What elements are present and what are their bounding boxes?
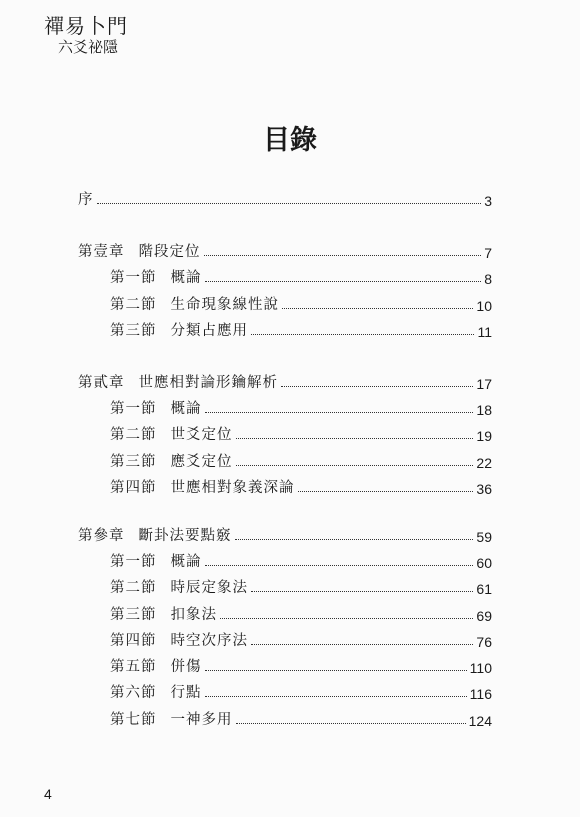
dot-leader xyxy=(251,591,473,592)
toc-entry-number: 第二節 xyxy=(110,297,157,313)
toc-entry-title: 世應相對象義深論 xyxy=(170,480,295,496)
toc-entry-title: 概論 xyxy=(170,401,202,417)
dot-leader xyxy=(205,565,474,566)
toc-page-number: 3 xyxy=(484,193,492,209)
toc-chapter-entry xyxy=(78,237,492,261)
toc-entry-number: 第二節 xyxy=(110,580,157,596)
toc-page-number: 61 xyxy=(476,581,492,597)
book-header xyxy=(44,14,128,56)
series-subtitle: 六爻祕隱 xyxy=(58,38,119,56)
dot-leader xyxy=(97,203,482,204)
toc-entry-number: 第五節 xyxy=(110,659,157,675)
dot-leader xyxy=(205,281,482,282)
toc-entry-number: 第一節 xyxy=(110,554,157,570)
toc-section-entry xyxy=(110,573,492,597)
toc-page-number: 116 xyxy=(469,686,492,702)
toc-chapter-entry xyxy=(78,368,492,392)
dot-leader xyxy=(220,618,473,619)
toc-page-number: 22 xyxy=(476,455,492,471)
toc-page-number: 69 xyxy=(476,608,492,624)
toc-section-entry xyxy=(110,263,492,287)
toc-section-entry xyxy=(110,447,492,471)
toc-page-number: 60 xyxy=(476,555,492,571)
toc-page-number: 11 xyxy=(477,324,492,340)
toc-section-entry xyxy=(110,473,492,497)
toc-page-number: 59 xyxy=(476,529,492,545)
toc-entry-number: 第一節 xyxy=(110,270,157,286)
toc-page-number: 110 xyxy=(469,660,492,676)
toc-page-number: 17 xyxy=(476,376,492,392)
toc-entry-number: 第一節 xyxy=(110,401,157,417)
toc-entry-title: 概論 xyxy=(170,554,202,570)
toc-section-entry xyxy=(110,290,492,314)
toc-entry-number: 第四節 xyxy=(110,633,157,649)
toc-section-entry xyxy=(110,394,492,418)
toc-entry-title: 扣象法 xyxy=(170,607,217,623)
toc-entry-title: 一神多用 xyxy=(170,712,233,728)
toc-preface-entry xyxy=(78,185,492,209)
toc-entry-number: 第三節 xyxy=(110,607,157,623)
series-title: 禪易卜門 xyxy=(44,14,128,38)
toc-entry-title: 時空次序法 xyxy=(170,633,248,649)
toc-entry-number: 第參章 xyxy=(78,528,125,544)
toc-entry-number: 序 xyxy=(78,192,94,208)
toc-entry-number: 第六節 xyxy=(110,685,157,701)
dot-leader xyxy=(205,412,474,413)
toc-entry-title: 分類占應用 xyxy=(170,323,248,339)
dot-leader xyxy=(282,308,473,309)
dot-leader xyxy=(251,644,473,645)
toc-section-entry xyxy=(110,600,492,624)
page-title: 目錄 xyxy=(263,125,317,156)
toc-page-number: 10 xyxy=(476,298,492,314)
dot-leader xyxy=(281,386,473,387)
toc-entry-title: 世爻定位 xyxy=(170,427,233,443)
toc-entry-number: 第三節 xyxy=(110,454,157,470)
toc-section-entry xyxy=(110,652,492,676)
toc-entry-title: 行點 xyxy=(170,685,202,701)
toc-entry-title: 概論 xyxy=(170,270,202,286)
toc-entry-title: 斷卦法要點竅 xyxy=(138,528,232,544)
dot-leader xyxy=(236,723,466,724)
toc-section-entry xyxy=(110,705,492,729)
dot-leader xyxy=(204,255,482,256)
toc-entry-number: 第二節 xyxy=(110,427,157,443)
toc-page-number: 8 xyxy=(484,271,492,287)
toc-entry-title: 併傷 xyxy=(170,659,202,675)
page-number: 4 xyxy=(44,786,52,802)
toc-chapter-entry xyxy=(78,521,492,545)
toc-page-number: 7 xyxy=(484,245,492,261)
toc-entry-number: 第貳章 xyxy=(78,375,125,391)
toc-entry-number: 第三節 xyxy=(110,323,157,339)
toc-entry-title: 時辰定象法 xyxy=(170,580,248,596)
toc-section-entry xyxy=(110,547,492,571)
dot-leader xyxy=(236,465,474,466)
toc-section-entry xyxy=(110,626,492,650)
dot-leader xyxy=(235,539,474,540)
dot-leader xyxy=(298,491,474,492)
toc-page-number: 124 xyxy=(468,713,492,729)
toc-page-number: 19 xyxy=(476,428,492,444)
toc-section-entry xyxy=(110,316,492,340)
toc-entry-title: 應爻定位 xyxy=(170,454,233,470)
toc-page-number: 36 xyxy=(476,481,492,497)
toc-entry-title: 世應相對論形鑰解析 xyxy=(138,375,278,391)
toc-page-number: 18 xyxy=(476,402,492,418)
dot-leader xyxy=(236,438,474,439)
dot-leader xyxy=(251,334,474,335)
toc-entry-title: 階段定位 xyxy=(138,244,201,260)
toc-section-entry xyxy=(110,678,492,702)
toc-entry-number: 第四節 xyxy=(110,480,157,496)
toc-entry-number: 第壹章 xyxy=(78,244,125,260)
dot-leader xyxy=(205,670,467,671)
dot-leader xyxy=(205,696,467,697)
toc-entry-number: 第七節 xyxy=(110,712,157,728)
toc-section-entry xyxy=(110,420,492,444)
toc-entry-title: 生命現象線性說 xyxy=(170,297,279,313)
toc-page-number: 76 xyxy=(476,634,492,650)
